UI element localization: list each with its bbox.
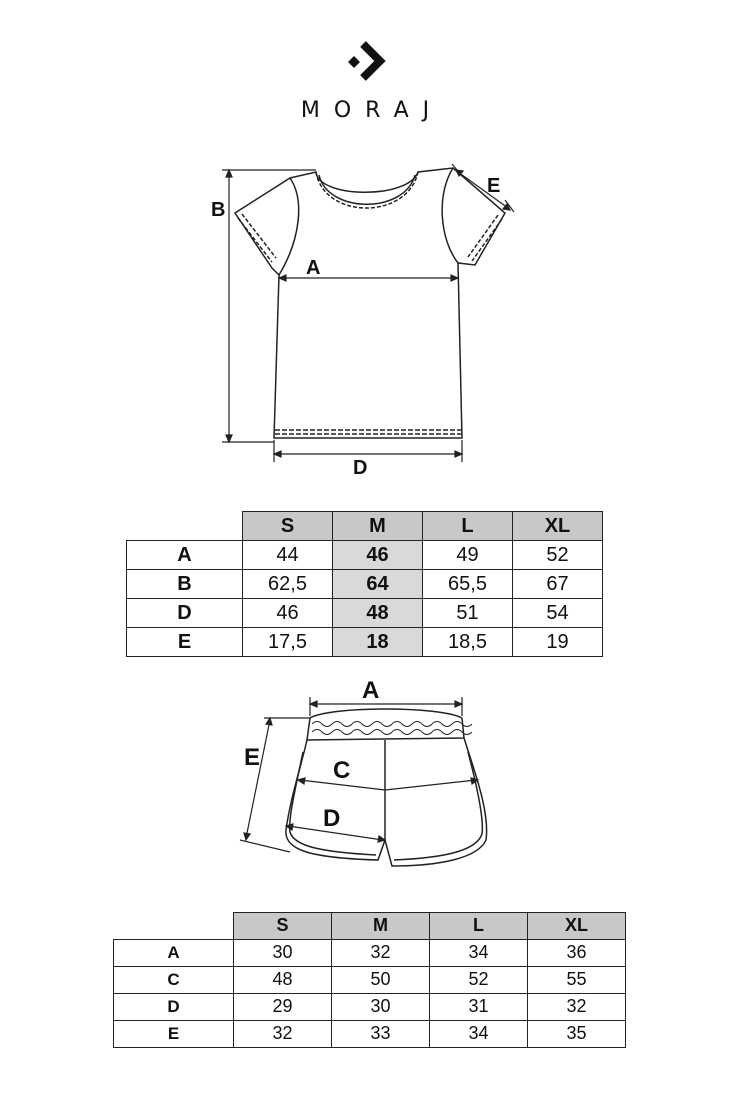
table-cell: 46: [243, 599, 333, 628]
column-header: S: [243, 512, 333, 541]
table-row: [114, 966, 626, 993]
table-row: [114, 1020, 626, 1047]
table-cell: 17,5: [243, 628, 333, 657]
table-cell: 55: [528, 966, 626, 993]
column-header: L: [423, 512, 513, 541]
table-row: [127, 541, 603, 570]
shorts-label-a: A: [362, 677, 380, 704]
table-cell: 44: [243, 541, 333, 570]
tshirt-diagram: [0, 0, 730, 490]
column-header: XL: [513, 512, 603, 541]
table-row: [127, 628, 603, 657]
tshirt-label-e: E: [487, 175, 501, 197]
table-cell: 54: [513, 599, 603, 628]
row-label: D: [127, 599, 243, 628]
tshirt-label-b: B: [211, 199, 226, 221]
shorts-label-d: D: [323, 805, 341, 832]
table-row: [114, 993, 626, 1020]
table-cell-highlighted: 46: [333, 541, 423, 570]
table-cell: 32: [234, 1020, 332, 1047]
table-cell-highlighted: 18: [333, 628, 423, 657]
table-cell: 34: [430, 939, 528, 966]
table-row: [127, 570, 603, 599]
table-cell: 52: [430, 966, 528, 993]
row-label: A: [114, 939, 234, 966]
row-label: E: [127, 628, 243, 657]
table-cell: 35: [528, 1020, 626, 1047]
table-cell: 51: [423, 599, 513, 628]
table-cell: 34: [430, 1020, 528, 1047]
table-cell: 33: [332, 1020, 430, 1047]
table-cell: 32: [528, 993, 626, 1020]
table-corner: [127, 512, 243, 541]
shorts-diagram: [0, 672, 730, 872]
table-cell: 65,5: [423, 570, 513, 599]
column-header: L: [430, 913, 528, 940]
table-cell: 32: [332, 939, 430, 966]
table-corner: [114, 913, 234, 940]
table-cell: 19: [513, 628, 603, 657]
tshirt-size-table: [126, 511, 603, 657]
tshirt-label-a: A: [306, 257, 321, 279]
table-cell: 36: [528, 939, 626, 966]
column-header: S: [234, 913, 332, 940]
row-label: A: [127, 541, 243, 570]
column-header: XL: [528, 913, 626, 940]
table-cell-highlighted: 64: [333, 570, 423, 599]
shorts-label-c: C: [333, 757, 351, 784]
table-cell: 49: [423, 541, 513, 570]
table-cell: 52: [513, 541, 603, 570]
brand-name: MORAJ: [300, 98, 444, 123]
shorts-label-e: E: [244, 744, 261, 771]
tshirt-label-d: D: [353, 457, 368, 479]
table-cell: 18,5: [423, 628, 513, 657]
table-row: [114, 939, 626, 966]
table-cell: 48: [234, 966, 332, 993]
row-label: E: [114, 1020, 234, 1047]
row-label: B: [127, 570, 243, 599]
row-label: C: [114, 966, 234, 993]
table-cell: 31: [430, 993, 528, 1020]
table-cell: 30: [332, 993, 430, 1020]
table-row: [127, 599, 603, 628]
table-cell-highlighted: 48: [333, 599, 423, 628]
table-header-row: [114, 913, 626, 940]
table-cell: 30: [234, 939, 332, 966]
row-label: D: [114, 993, 234, 1020]
column-header: M: [333, 512, 423, 541]
table-cell: 29: [234, 993, 332, 1020]
table-cell: 67: [513, 570, 603, 599]
shorts-size-table: [113, 912, 626, 1048]
table-cell: 62,5: [243, 570, 333, 599]
column-header: M: [332, 913, 430, 940]
table-header-row: [127, 512, 603, 541]
table-cell: 50: [332, 966, 430, 993]
